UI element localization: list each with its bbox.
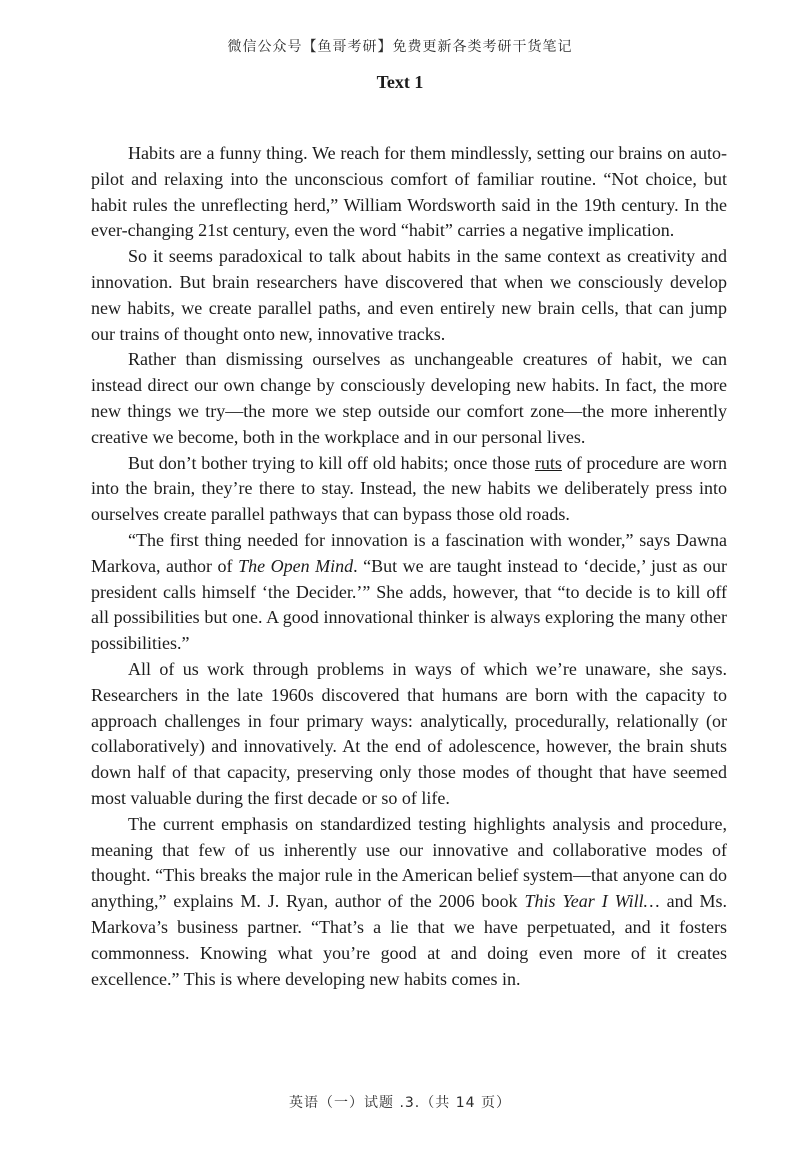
paragraph-2: So it seems paradoxical to talk about habits in the same context as creativity and innovation. But brain researchers have discovered that when we consciously develop new habits, we create parallel paths, and even entirely new brain cells, that can jump our trains of thought onto new, innovative tracks. [91,246,727,344]
paragraph-6: All of us work through problems in ways of which we’re unaware, she says. Researchers in the late 1960s discovered that humans are born with the capacity to approach challenges in four primary ways: analytically, procedurally, relationally (or collaboratively) and innovatively. At the end of adolescence, however, the brain shuts down half of that capacity, preserving only those modes of thought that have seemed most valuable during the first decade or so of life. [91,658,727,808]
paragraph-3: Rather than dismissing ourselves as unchangeable creatures of habit, we can instead direct our own change by consciously developing new habits. In fact, the more new things we try—the more we step outside our comfort zone—the more inherently creative we become, both in the workplace and in our personal lives. [91,349,727,447]
paragraph-4 [91,451,727,528]
paragraph-1: Habits are a funny thing. We reach for them mindlessly, setting our brains on auto-pilot and relaxing into the unconscious comfort of familiar routine. “Not choice, but habit rules the unreflecting herd,” William Wordsworth said in the 19th century. In the ever-changing 21st century, even the word “habit” carries a negative implication. [91,143,727,241]
paragraph-7 [91,812,727,993]
paragraph-5-text-before: “The first thing needed for innovation is a fascination with wonder,” says Dawna Markova, author of [91,529,727,576]
page-footer: 英语（一）试题 .3.（共 14 页） [289,1095,511,1111]
page-title: Text 1 [376,72,424,92]
paragraph-5 [91,528,727,657]
paragraph-7-text-before: The current emphasis on standardized testing highlights analysis and procedure, meaning that few of us inherently use our innovative and collaborative modes of thought. “This breaks the major rule in the American belief system—that anyone can do anything,” explains M. J. Ryan, author of the 2006 book [91,813,727,912]
book-title-open-mind: The Open Mind [238,555,354,576]
paragraph-5-text-after: . “But we are taught instead to ‘decide,’ just as our president calls himself ‘the Decider.’” She adds, however, that “to decide is to kill off all possibilities but one. A good innovational thinker is always exploring the many other possibilities.” [91,555,727,654]
underlined-word-ruts: ruts [534,452,562,473]
paragraph-4-text-after: of procedure are worn into the brain, they’re there to stay. Instead, the new habits we deliberately press into ourselves create parallel pathways that can bypass those old roads. [91,452,727,525]
article-body [91,141,727,992]
book-title-this-year-i-will: This Year I Will… [524,891,660,912]
paragraph-4-text-before: But don’t bother trying to kill off old habits; once those [128,452,535,473]
paragraph-7-text-after: and Ms. Markova’s business partner. “That’s a lie that we have perpetuated, and it fosters commonness. Knowing what you’re good at and doing even more of it creates excellence.” This is where developing new habits comes in. [91,891,728,989]
header-banner: 微信公众号【鱼哥考研】免费更新各类考研干货笔记 [227,39,573,55]
